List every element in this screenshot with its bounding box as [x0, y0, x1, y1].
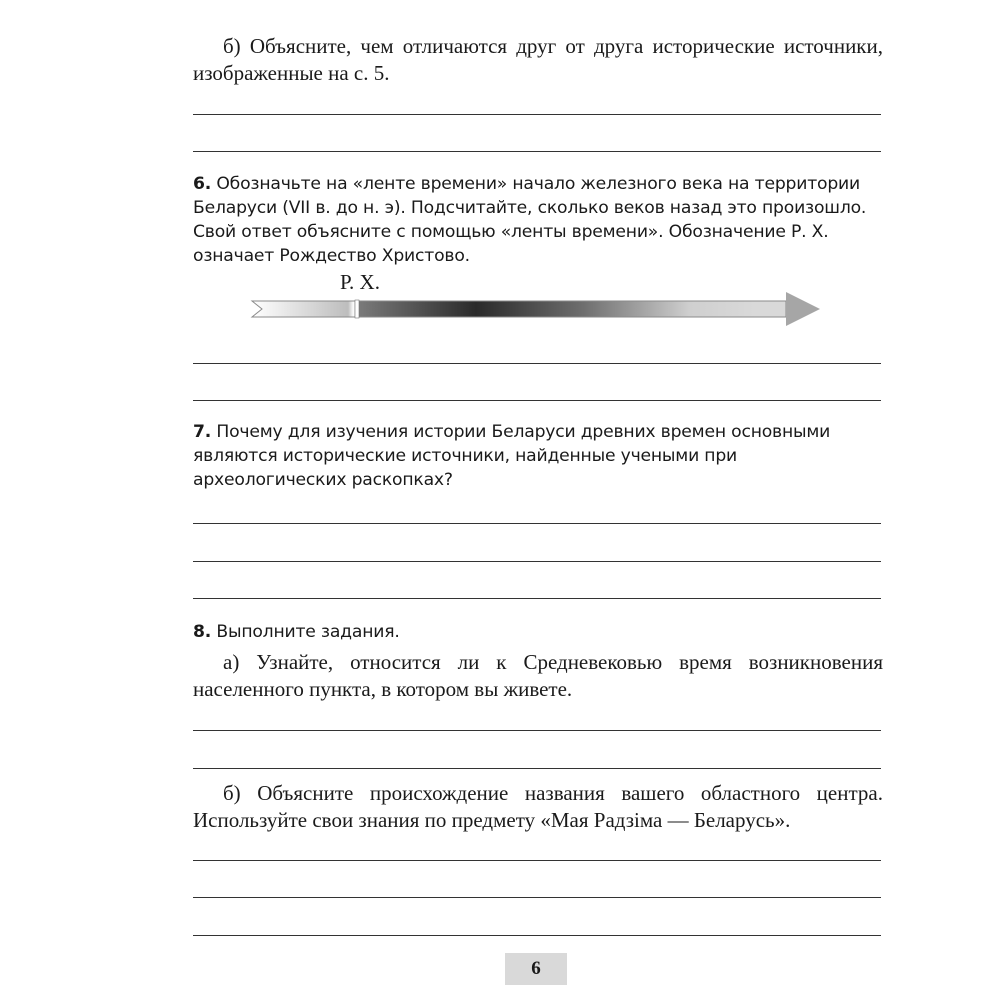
answer-line[interactable] [193, 561, 881, 562]
task-6-body: Обозначьте на «ленте времени» начало железного века на территории Беларуси (VII в. до н. э). Подсчитайте, сколько веков назад это произошло. Свой ответ объясните с помощью «ленты времени». Обозначение Р. Х. означает Рождество Христово. [193, 174, 867, 266]
page-number: 6 [505, 953, 567, 985]
answer-line[interactable] [193, 114, 881, 115]
answer-line[interactable] [193, 897, 881, 898]
task-7-number: 7. [193, 422, 212, 442]
answer-line[interactable] [193, 768, 881, 769]
answer-line[interactable] [193, 151, 881, 152]
answer-line[interactable] [193, 598, 881, 599]
task-6-text [193, 172, 883, 268]
timeline-band [252, 301, 786, 317]
task-5b-text: б) Объясните, чем отличаются друг от друга исторические источники, изображенные на с. 5. [193, 34, 883, 85]
task-8-text [193, 620, 883, 644]
timeline-rx-label: Р. Х. [340, 270, 380, 294]
timeline-ribbon[interactable] [250, 270, 825, 330]
task-8-number: 8. [193, 622, 212, 642]
task-8b-text: б) Объясните происхождение названия вашего областного центра. Используйте свои знания по предмету «Мая Радзіма — Беларусь». [193, 781, 883, 832]
timeline-rx-marker [355, 300, 359, 318]
answer-line[interactable] [193, 363, 881, 364]
timeline-arrowhead-icon [786, 292, 820, 326]
answer-line[interactable] [193, 730, 881, 731]
task-8a-text: а) Узнайте, относится ли к Средневековью время возникновения населенного пункта, в котором вы живете. [193, 650, 883, 701]
answer-line[interactable] [193, 523, 881, 524]
answer-line[interactable] [193, 400, 881, 401]
task-7-text [193, 420, 883, 492]
answer-line[interactable] [193, 935, 881, 936]
task-6-number: 6. [193, 174, 212, 194]
task-8-body: Выполните задания. [211, 622, 400, 642]
task-7-body: Почему для изучения истории Беларуси древних времен основными являются исторические источники, найденные учеными при археологических раскопках? [193, 422, 831, 490]
answer-line[interactable] [193, 860, 881, 861]
